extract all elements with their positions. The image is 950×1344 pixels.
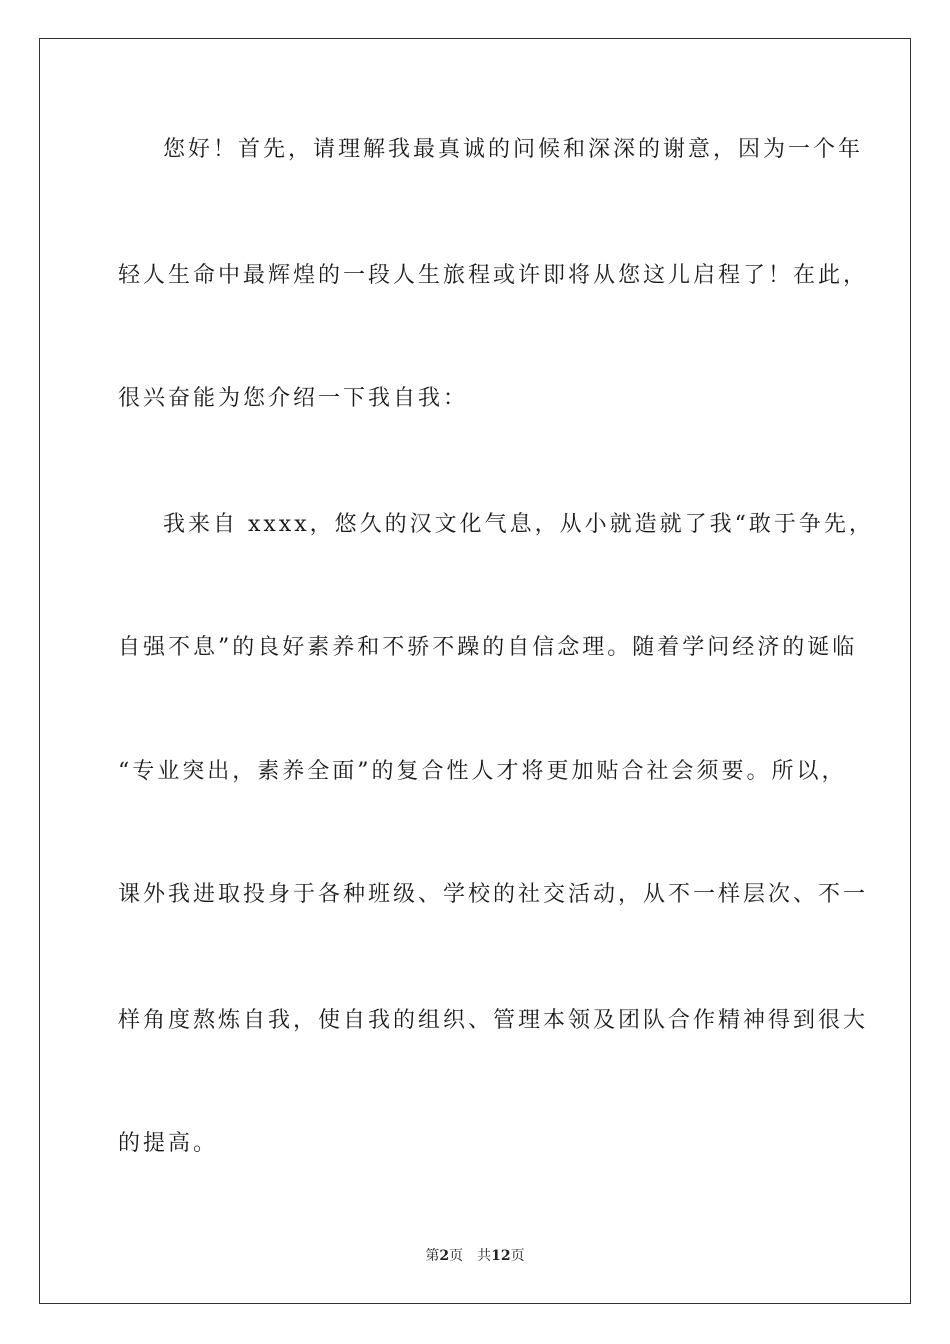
page-number: 2: [439, 1248, 450, 1264]
total-label-suffix: 页: [510, 1248, 525, 1264]
paragraph-2-line-3: “专业突出，素养全面”的复合性人才将更加贴合社会须要。所以，: [118, 759, 847, 784]
total-pages: 12: [491, 1248, 511, 1264]
page-border: [39, 38, 911, 1304]
paragraph-2-line-5: 样角度熬炼自我，使自我的组织、管理本领及团队合作精神得到很大: [118, 1008, 869, 1033]
paragraph-2-line-6: 的提高。: [118, 1131, 219, 1156]
paragraph-1-line-2: 轻人生命中最辉煌的一段人生旅程或许即将从您这儿启程了！在此，: [118, 263, 869, 288]
page-label-prefix: 第: [425, 1248, 440, 1264]
paragraph-2-line-4: 课外我进取投身于各种班级、学校的社交活动，从不一样层次、不一: [118, 882, 869, 907]
paragraph-2-line-1: 我来自 xxxx，悠久的汉文化气息，从小就造就了我“敢于争先，: [163, 512, 874, 537]
paragraph-1-line-3: 很兴奋能为您介绍一下我自我：: [118, 386, 469, 411]
page-footer: [0, 1247, 950, 1265]
page-label-suffix: 页: [449, 1248, 464, 1264]
total-label-prefix: 共: [477, 1248, 492, 1264]
paragraph-2-line-2: 自强不息”的良好素养和不骄不躁的自信念理。随着学问经济的诞临: [118, 635, 858, 660]
paragraph-1-line-1: 您好！首先，请理解我最真诚的问候和深深的谢意，因为一个年: [163, 137, 864, 162]
